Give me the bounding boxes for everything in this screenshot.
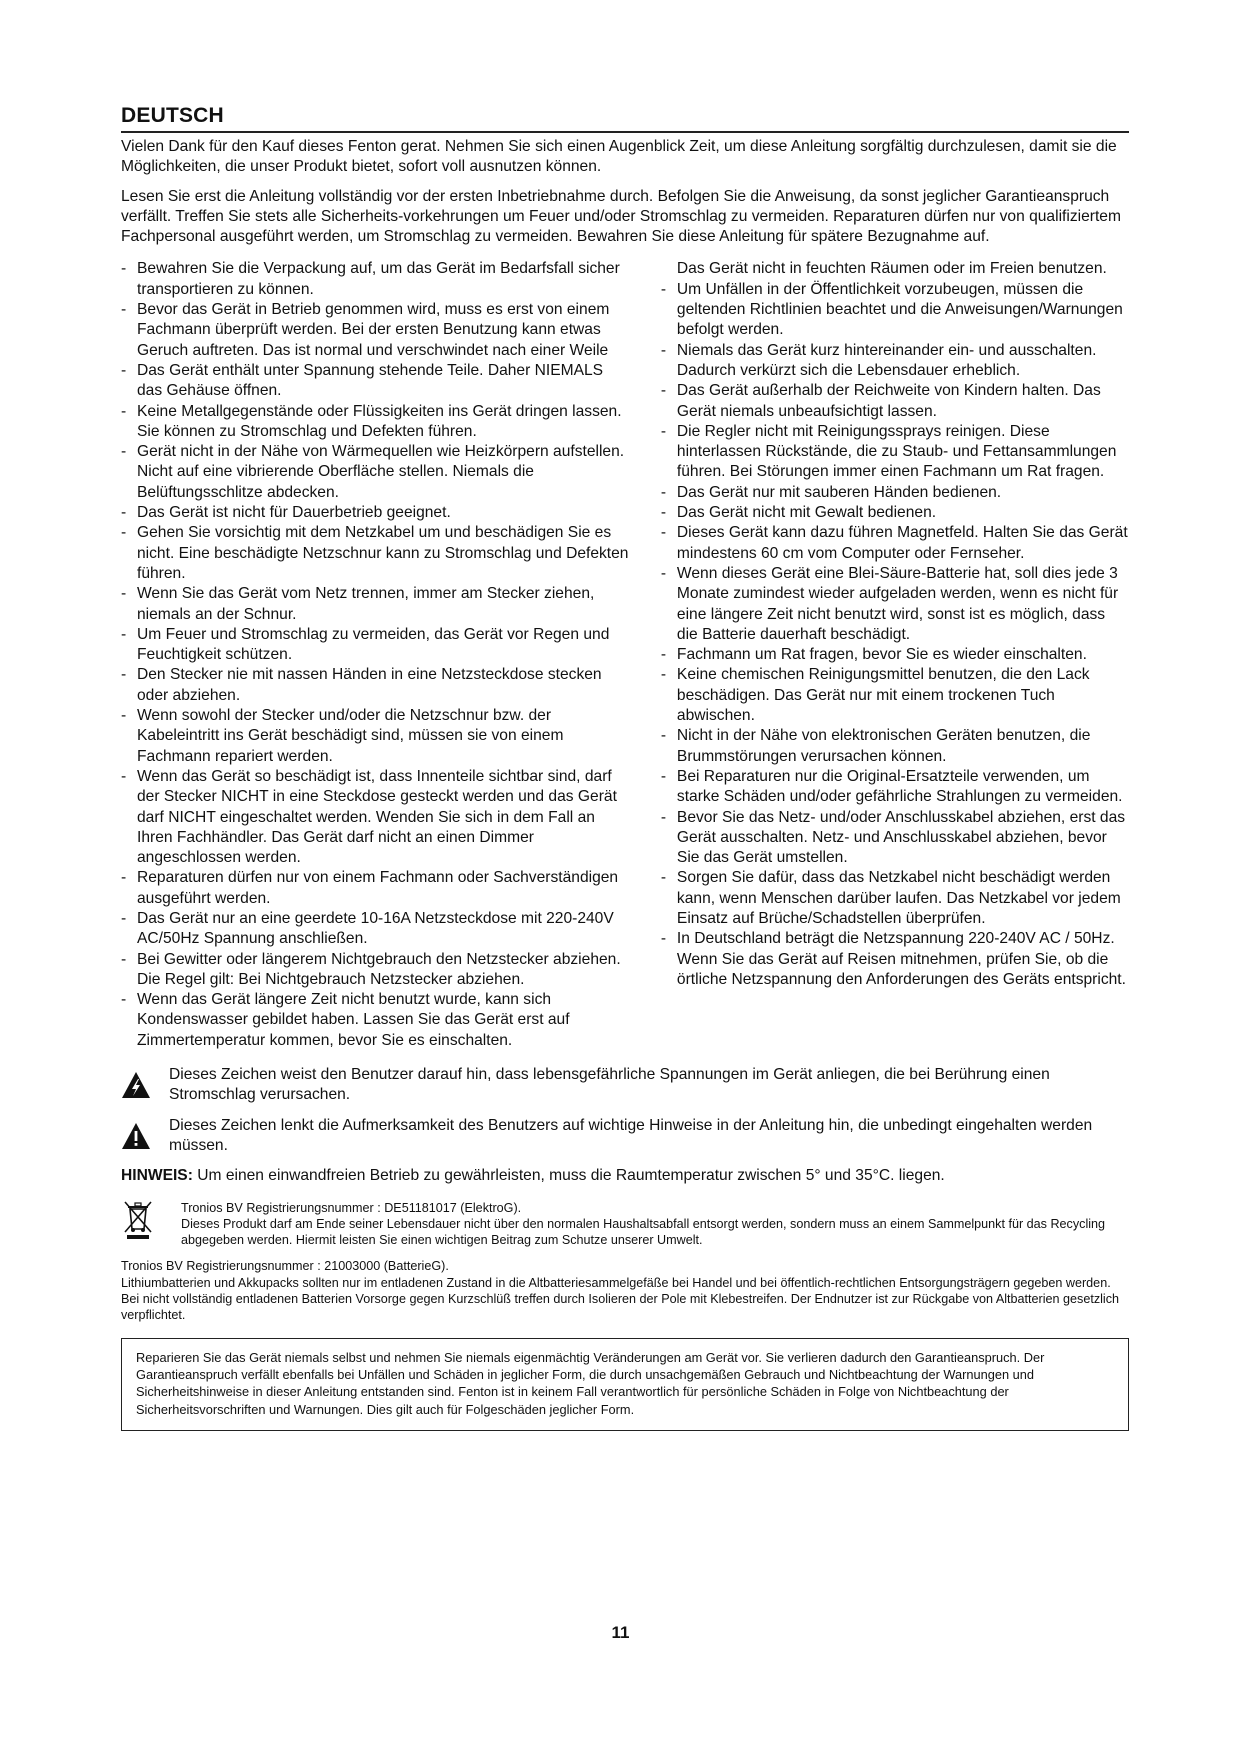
warranty-notice-box [121, 1338, 1129, 1432]
attention-warning [121, 1116, 1129, 1157]
exclamation-warning-icon [121, 1116, 169, 1155]
section-title: DEUTSCH [121, 104, 1129, 133]
list-item-continuation: Das Gerät nicht in feuchten Räumen oder im Freien benutzen. [676, 260, 1107, 278]
list-item: - Um Unfällen in der Öffentlichkeit vorzubeugen, müssen die geltenden Richtlinien beachtet und die Anweisungen/Warnungen befolgt werden. [660, 280, 1123, 339]
attention-warning-text: Dieses Zeichen lenkt die Aufmerksamkeit des Benutzers auf wichtige Hinweise in der Anleitung hin, die unbedingt eingehalten werden müssen. [169, 1116, 1093, 1154]
list-item: - Bevor Sie das Netz- und/oder Anschlusskabel abziehen, erst das Gerät ausschalten. Netz- und Anschlusskabel abziehen, bevor Sie das Gerät umstellen. [660, 808, 1126, 867]
voltage-warning [121, 1065, 1129, 1106]
list-item: - Sorgen Sie dafür, dass das Netzkabel nicht beschädigt werden kann, wenn Menschen darüber laufen. Das Netzkabel vor jedem Einsatz auf Brüche/Schadstellen überprüfen. [660, 869, 1121, 927]
battery-disposal [121, 1258, 1129, 1323]
list-item: - Fachmann um Rat fragen, bevor Sie es wieder einschalten. [660, 646, 1087, 664]
warranty-notice-text: Reparieren Sie das Gerät niemals selbst und nehmen Sie niemals eigenmächtig Veränderungen am Gerät vor. Sie verlieren dadurch den Garantieanspruch. Der Garantieanspruch verfällt ebenfalls bei Unfällen und Schäden in jeglicher Form, die durch unsachgemäßen Gebrauch und Nichtbeachtung der Warnungen und Sicherheitshinweise in dieser Anleitung entstanden sind. Fenton ist in keinem Fall verantwortlich für persönliche Schäden in Folge von Nichtbeachtung der Sicherheitsvorschriften und Warnungen. Dies gilt auch für Folgeschäden jeglicher Form. [136, 1349, 1045, 1417]
safety-list-right [661, 259, 1129, 1051]
list-item: - Dieses Gerät kann dazu führen Magnetfeld. Halten Sie das Gerät mindestens 60 cm vom Computer oder Fernseher. [660, 524, 1128, 562]
list-item: - Gehen Sie vorsichtig mit dem Netzkabel um und beschädigen Sie es nicht. Eine beschädigte Netzschnur kann zu Stromschlag und Defekten führen. [121, 524, 629, 582]
weee-text: Dieses Produkt darf am Ende seiner Lebensdauer nicht über den normalen Haushaltsabfall entsorgt werden, sondern muss an einem Sammelpunkt für das Recycling abgegeben werden. Hiermit leisten Sie einen wichtigen Beitrag zum Schutze unserer Umwelt. [181, 1216, 1106, 1248]
list-item: - Bewahren Sie die Verpackung auf, um das Gerät im Bedarfsfall sicher transportieren zu können. [121, 260, 620, 298]
lightning-warning-icon [121, 1065, 169, 1104]
crossed-bin-icon [121, 1200, 181, 1249]
intro [121, 137, 1129, 247]
list-item: - Das Gerät nur an eine geerdete 10-16A Netzsteckdose mit 220-240V AC/50Hz Spannung anschließen. [121, 909, 614, 948]
list-item: - Das Gerät ist nicht für Dauerbetrieb geeignet. [121, 504, 451, 522]
note-label: HINWEIS: [121, 1167, 193, 1185]
list-item: - Den Stecker nie mit nassen Händen in eine Netzsteckdose stecken oder abziehen. [121, 666, 602, 704]
list-item: - Gerät nicht in der Nähe von Wärmequellen wie Heizkörpern aufstellen. Nicht auf eine vibrierende Oberfläche stellen. Niemals die Belüftungsschlitze abdecken. [121, 443, 625, 501]
intro-paragraph-thanks: Vielen Dank für den Kauf dieses Fenton gerat. Nehmen Sie sich einen Augenblick Zeit, um diese Anleitung sorgfältig durchzulesen, damit sie die Möglichkeiten, die unser Produkt bietet, sofort voll ausnutzen können. [121, 138, 1117, 176]
list-item: - Das Gerät nur mit sauberen Händen bedienen. [660, 483, 1002, 501]
battery-text: Lithiumbatterien und Akkupacks sollten nur im entladenen Zustand in die Altbatteriesammelgefäße bei Handel und bei öffentlich-rechtlichen Entsorgungsträgern gegeben werden. Bei nicht vollständig entladenen Batterien Vorsorge gegen Kurzschlüß treffen durch Isolieren der Pole mit Klebestreifen. Der Endnutzer ist zur Rückgabe von Altbatterien gesetzlich verpflichtet. [121, 1275, 1120, 1323]
list-item: - Das Gerät enthält unter Spannung stehende Teile. Daher NIEMALS das Gehäuse öffnen. [121, 361, 604, 400]
voltage-warning-text: Dieses Zeichen weist den Benutzer darauf hin, dass lebensgefährliche Spannungen im Gerät anliegen, die bei Berührung einen Stromschlag verursachen. [169, 1066, 1050, 1104]
page-number: 11 [611, 1623, 630, 1642]
safety-instructions [121, 259, 1129, 1051]
list-item: - Das Gerät außerhalb der Reichweite von Kindern halten. Das Gerät niemals unbeaufsichtigt lassen. [660, 382, 1101, 420]
list-item: - Keine Metallgegenstände oder Flüssigkeiten ins Gerät dringen lassen. Sie können zu Stromschlag und Defekten führen. [121, 402, 622, 440]
list-item: - Keine chemischen Reinigungsmittel benutzen, die den Lack beschädigen. Das Gerät nur mit einem trockenen Tuch abwischen. [660, 666, 1090, 725]
list-item: - Niemals das Gerät kurz hintereinander ein- und ausschalten. Dadurch verkürzt sich die Lebensdauer erheblich. [660, 341, 1097, 379]
list-item: - Wenn Sie das Gerät vom Netz trennen, immer am Stecker ziehen, niemals an der Schnur. [121, 585, 595, 623]
note-text: Um einen einwandfreien Betrieb zu gewährleisten, muss die Raumtemperatur zwischen 5° und 35°C. liegen. [192, 1167, 945, 1185]
intro-paragraph-instructions: Lesen Sie erst die Anleitung vollständig vor der ersten Inbetriebnahme durch. Befolgen Sie die Anweisung, da sonst jeglicher Garantieanspruch verfällt. Treffen Sie stets alle Sicherheits-vorkehrungen um Feuer und/oder Stromschlag zu vermeiden. Reparaturen dürfen nur von qualifiziertem Fachpersonal ausgeführt werden, um Stromschlag zu vermeiden. Bewahren Sie diese Anleitung für spätere Bezugnahme auf. [121, 187, 1121, 246]
list-item: - Reparaturen dürfen nur von einem Fachmann oder Sachverständigen ausgeführt werden. [121, 869, 619, 907]
document-page [121, 104, 1129, 1431]
list-item: - Um Feuer und Stromschlag zu vermeiden, das Gerät vor Regen und Feuchtigkeit schützen. [121, 625, 610, 664]
list-item: - Wenn das Gerät längere Zeit nicht benutzt wurde, kann sich Kondenswasser gebildet haben. Lassen Sie das Gerät erst auf Zimmertemperatur kommen, bevor Sie es einschalten. [121, 991, 570, 1049]
weee-registration: Tronios BV Registrierungsnummer : DE51181017 (ElektroG). [181, 1200, 522, 1215]
safety-list-left [121, 259, 629, 1051]
list-item: - Bei Gewitter oder längerem Nichtgebrauch den Netzstecker abziehen. Die Regel gilt: Bei Nichtgebrauch Netzstecker abziehen. [121, 950, 621, 988]
temperature-note [121, 1166, 1129, 1186]
battery-registration: Tronios BV Registrierungsnummer : 21003000 (BatterieG). [121, 1259, 449, 1274]
list-item: - Wenn das Gerät so beschädigt ist, dass Innenteile sichtbar sind, darf der Stecker NICHT in eine Steckdose gesteckt werden und das Gerät darf NICHT eingeschaltet werden. Wenden Sie sich in dem Fall an Ihren Fachhändler. Das Gerät darf nicht an einen Dimmer angeschlossen werden. [121, 767, 617, 867]
list-item: - Wenn dieses Gerät eine Blei-Säure-Batterie hat, soll dies jede 3 Monate zumindest wieder aufgeladen werden, wenn es nicht für eine längere Zeit nicht benutzt wird, sonst ist es möglich, dass die Batterie dauerhaft beschädigt. [660, 564, 1119, 643]
list-item: - Nicht in der Nähe von elektronischen Geräten benutzen, die Brummstörungen verursachen können. [660, 727, 1091, 765]
list-item: - Das Gerät nicht mit Gewalt bedienen. [660, 504, 937, 522]
list-item: - Bei Reparaturen nur die Original-Ersatzteile verwenden, um starke Schäden und/oder gefährliche Strahlungen zu vermeiden. [660, 767, 1123, 806]
list-item: - Bevor das Gerät in Betrieb genommen wird, muss es erst von einem Fachmann überprüft werden. Bei der ersten Benutzung kann etwas Geruch auftreten. Das ist normal und verschwindet nach einer Weile [121, 301, 610, 359]
list-item: - In Deutschland beträgt die Netzspannung 220-240V AC / 50Hz. Wenn Sie das Gerät auf Reisen mitnehmen, prüfen Sie, ob die örtliche Netzspannung den Anforderungen des Geräts entspricht. [660, 930, 1126, 988]
list-item: - Wenn sowohl der Stecker und/oder die Netzschnur bzw. der Kabeleintritt ins Gerät beschädigt sind, müssen sie von einem Fachmann repariert werden. [121, 707, 564, 765]
list-item: - Die Regler nicht mit Reinigungssprays reinigen. Diese hinterlassen Rückstände, die zu Staub- und Fettansammlungen führen. Bei Störungen immer einen Fachmann um Rat fragen. [660, 422, 1117, 481]
weee-disposal [121, 1200, 1129, 1249]
